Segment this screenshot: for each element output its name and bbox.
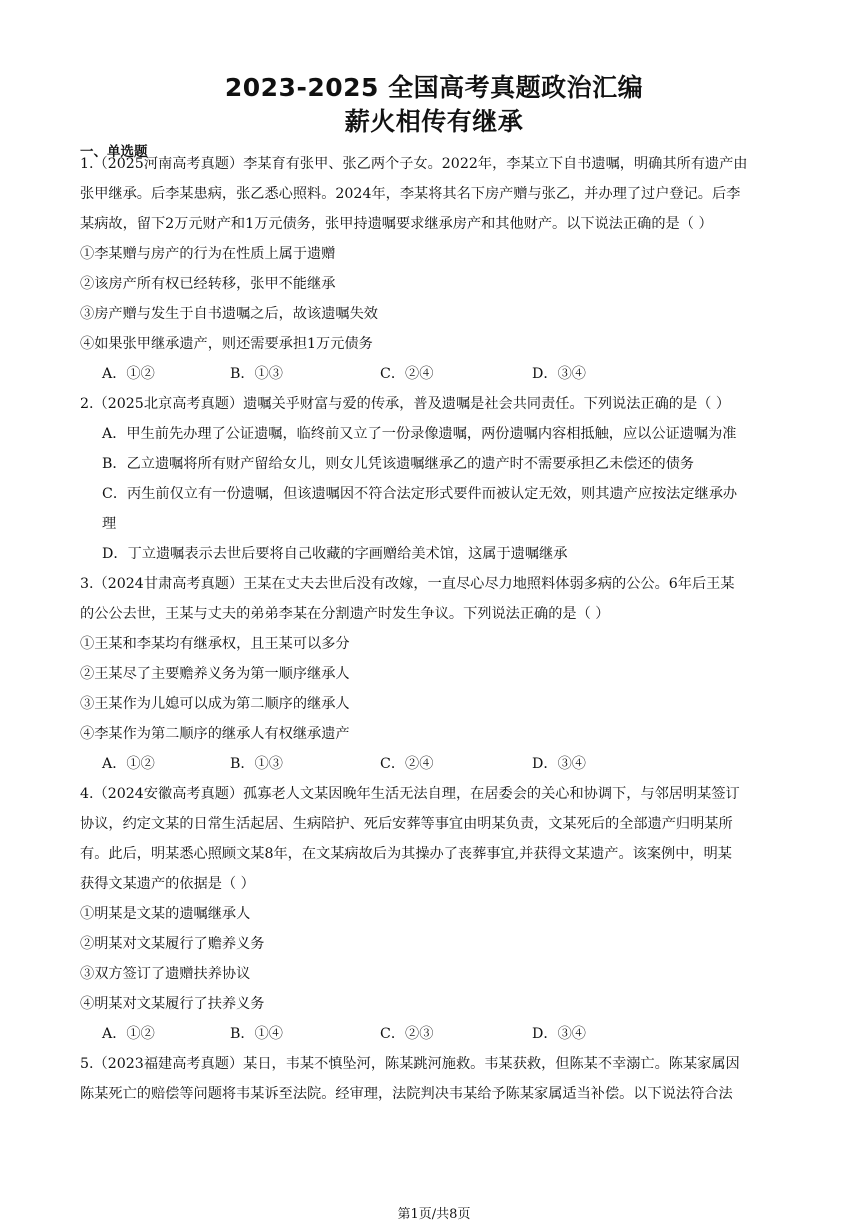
choice-b: B．①③ bbox=[230, 756, 283, 772]
question-1-item: ②该房产所有权已经转移，张甲不能继承 bbox=[80, 276, 336, 292]
question-1-stem-line: 某病故，留下2万元财产和1万元债务，张甲持遗嘱要求继承房产和其他财产。以下说法正确的是（ ） bbox=[80, 216, 713, 232]
choice-c: C．②④ bbox=[380, 366, 434, 382]
question-4-item: ①明某是文某的遗嘱继承人 bbox=[80, 906, 251, 922]
question-2-option-b: B．乙立遗嘱将所有财产留给女儿，则女儿凭该遗嘱继承乙的遗产时不需要承担乙未偿还的债务 bbox=[102, 456, 695, 472]
question-4-stem-line: 获得文某遗产的依据是（ ） bbox=[80, 876, 255, 892]
question-4-stem-line: 有。此后，明某悉心照顾文某8年，在文某病故后为其操办了丧葬事宜,并获得文某遗产。该案例中，明某 bbox=[80, 846, 732, 862]
question-4-item: ②明某对文某履行了赡养义务 bbox=[80, 936, 265, 952]
question-3-item: ①王某和李某均有继承权，且王某可以多分 bbox=[80, 636, 350, 652]
choice-a: A．①② bbox=[102, 1026, 155, 1042]
choice-b: B．①④ bbox=[230, 1026, 283, 1042]
question-4-stem-line: 协议，约定文某的日常生活起居、生病陪护、死后安葬等事宜由明某负责，文某死后的全部遗产归明某所 bbox=[80, 816, 733, 832]
question-3-item: ②王某尽了主要赡养义务为第一顺序继承人 bbox=[80, 666, 350, 682]
choice-c: C．②④ bbox=[380, 756, 434, 772]
choice-d: D．③④ bbox=[532, 366, 586, 382]
question-2-stem-line: 2.（2025北京高考真题）遗嘱关乎财富与爱的传承，普及遗嘱是社会共同责任。下列说法正确的是（ ） bbox=[80, 396, 731, 412]
question-5-stem-line: 5.（2023福建高考真题）某日，韦某不慎坠河，陈某跳河施救。韦某获救，但陈某不幸溺亡。陈某家属因 bbox=[80, 1056, 740, 1072]
choice-d: D．③④ bbox=[532, 756, 586, 772]
question-3-stem-line: 的公公去世，王某与丈夫的弟弟李某在分割遗产时发生争议。下列说法正确的是（ ） bbox=[80, 606, 610, 622]
choice-b: B．①③ bbox=[230, 366, 283, 382]
question-1-stem-line: 张甲继承。后李某患病，张乙悉心照料。2024年，李某将其名下房产赠与张乙，并办理了过户登记。后李 bbox=[80, 186, 741, 202]
question-1-item: ③房产赠与发生于自书遗嘱之后，故该遗嘱失效 bbox=[80, 306, 378, 322]
document-title: 2023-2025 全国高考真题政治汇编 bbox=[224, 73, 644, 102]
question-4-stem-line: 4.（2024安徽高考真题）孤寡老人文某因晚年生活无法自理，在居委会的关心和协调下，与邻居明某签订 bbox=[80, 786, 740, 802]
choice-a: A．①② bbox=[102, 366, 155, 382]
choice-d: D．③④ bbox=[532, 1026, 586, 1042]
question-5-stem-line: 陈某死亡的赔偿等问题将韦某诉至法院。经审理，法院判决韦某给予陈某家属适当补偿。以下说法符合法 bbox=[80, 1086, 733, 1102]
question-3-stem-line: 3.（2024甘肃高考真题）王某在丈夫去世后没有改嫁，一直尽心尽力地照料体弱多病的公公。6年后王某 bbox=[80, 576, 735, 592]
question-1-item: ④如果张甲继承遗产，则还需要承担1万元债务 bbox=[80, 336, 373, 352]
choice-c: C．②③ bbox=[380, 1026, 434, 1042]
question-4-item: ③双方签订了遗赠扶养协议 bbox=[80, 966, 251, 982]
question-2-option-a: A．甲生前先办理了公证遗嘱，临终前又立了一份录像遗嘱，两份遗嘱内容相抵触，应以公证遗嘱为准 bbox=[102, 426, 737, 442]
question-1-item: ①李某赠与房产的行为在性质上属于遗赠 bbox=[80, 246, 336, 262]
question-3-item: ③王某作为儿媳可以成为第二顺序的继承人 bbox=[80, 696, 350, 712]
question-3-item: ④李某作为第二顺序的继承人有权继承遗产 bbox=[80, 726, 350, 742]
question-2-option-c: C．丙生前仅立有一份遗嘱，但该遗嘱因不符合法定形式要件而被认定无效，则其遗产应按法定继承办 bbox=[102, 486, 738, 502]
document-subtitle: 薪火相传有继承 bbox=[344, 107, 524, 136]
question-2-option-c-cont: 理 bbox=[102, 516, 117, 532]
page-footer: 第1页/共8页 bbox=[397, 1207, 471, 1222]
question-2-option-d: D．丁立遗嘱表示去世后要将自己收藏的字画赠给美术馆，这属于遗嘱继承 bbox=[102, 546, 568, 562]
section-heading: 一、单选题 bbox=[80, 144, 148, 160]
question-1-stem-line: 1.（2025河南高考真题）李某育有张甲、张乙两个子女。2022年，李某立下自书遗嘱，明确其所有遗产由 bbox=[80, 156, 748, 172]
choice-a: A．①② bbox=[102, 756, 155, 772]
question-4-item: ④明某对文某履行了扶养义务 bbox=[80, 996, 265, 1012]
